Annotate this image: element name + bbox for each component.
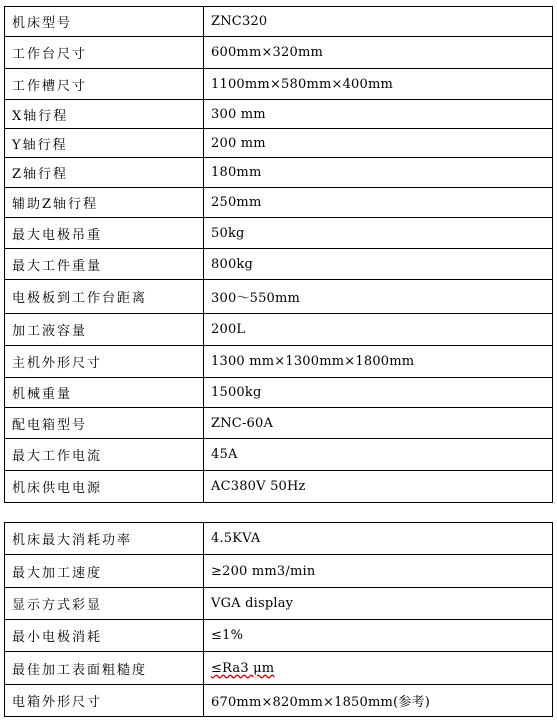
spec-row: [5, 378, 553, 408]
spec-row: [5, 100, 553, 129]
spec-label: 加工液容量: [5, 314, 204, 346]
spec-row: [5, 588, 553, 620]
spec-label: 最大加工速度: [5, 555, 204, 588]
spec-label: 机械重量: [5, 378, 204, 408]
spec-row: [5, 314, 553, 346]
spec-row: [5, 652, 553, 685]
spec-value: ZNC320: [204, 7, 553, 37]
spec-label: 机床最大消耗功率: [5, 523, 204, 555]
spec-label: 最佳加工表面粗糙度: [5, 652, 204, 685]
spec-row: [5, 346, 553, 378]
spec-value: 670mm×820mm×1850mm(参考): [204, 685, 553, 717]
spec-value: 250mm: [204, 188, 553, 218]
spec-row: [5, 280, 553, 314]
spec-row: [5, 218, 553, 249]
spec-value: 1500kg: [204, 378, 553, 408]
spec-value: 200L: [204, 314, 553, 346]
spec-row: [5, 188, 553, 218]
spec-row: [5, 129, 553, 158]
spec-label: 显示方式彩显: [5, 588, 204, 620]
spec-label: 工作台尺寸: [5, 37, 204, 69]
spec-label: 主机外形尺寸: [5, 346, 204, 378]
spec-row: [5, 439, 553, 471]
spec-label: 工作槽尺寸: [5, 69, 204, 100]
spec-value: 800kg: [204, 249, 553, 280]
spec-row: [5, 555, 553, 588]
spec-row: [5, 158, 553, 188]
spec-row: [5, 37, 553, 69]
spec-label: X轴行程: [5, 100, 204, 129]
spec-value: ≥200 mm3/min: [204, 555, 553, 588]
spec-row: [5, 620, 553, 652]
spec-label: 最大工作电流: [5, 439, 204, 471]
spec-row: [5, 685, 553, 717]
spec-value: 1100mm×580mm×400mm: [204, 69, 553, 100]
spec-row: [5, 69, 553, 100]
spec-value: 50kg: [204, 218, 553, 249]
spec-label: 配电箱型号: [5, 408, 204, 439]
spec-value: 45A: [204, 439, 553, 471]
spec-value: ≤1%: [204, 620, 553, 652]
spec-label: 电极板到工作台距离: [5, 280, 204, 314]
spec-label: 电箱外形尺寸: [5, 685, 204, 717]
spec-value: 180mm: [204, 158, 553, 188]
spec-row: [5, 523, 553, 555]
spec-label: 最大电极吊重: [5, 218, 204, 249]
spec-value: 1300 mm×1300mm×1800mm: [204, 346, 553, 378]
spec-label: 辅助Z轴行程: [5, 188, 204, 218]
spec-value: ZNC-60A: [204, 408, 553, 439]
spec-label: 最大工件重量: [5, 249, 204, 280]
spec-value: 600mm×320mm: [204, 37, 553, 69]
machine-spec-table: [4, 6, 553, 503]
spec-label: 机床供电电源: [5, 471, 204, 503]
spec-row: [5, 7, 553, 37]
spec-row: [5, 408, 553, 439]
spec-row: [5, 249, 553, 280]
spec-row: [5, 471, 553, 503]
spec-value: 200 mm: [204, 129, 553, 158]
spec-value: AC380V 50Hz: [204, 471, 553, 503]
spec-value: ≤Ra3 μm: [204, 652, 553, 685]
spec-label: Z轴行程: [5, 158, 204, 188]
spec-label: 最小电极消耗: [5, 620, 204, 652]
spec-value: VGA display: [204, 588, 553, 620]
spec-value: 4.5KVA: [204, 523, 553, 555]
electrical-spec-table: [4, 522, 553, 717]
spec-label: Y轴行程: [5, 129, 204, 158]
spec-value: 300 mm: [204, 100, 553, 129]
spec-label: 机床型号: [5, 7, 204, 37]
spec-value: 300～550mm: [204, 280, 553, 314]
